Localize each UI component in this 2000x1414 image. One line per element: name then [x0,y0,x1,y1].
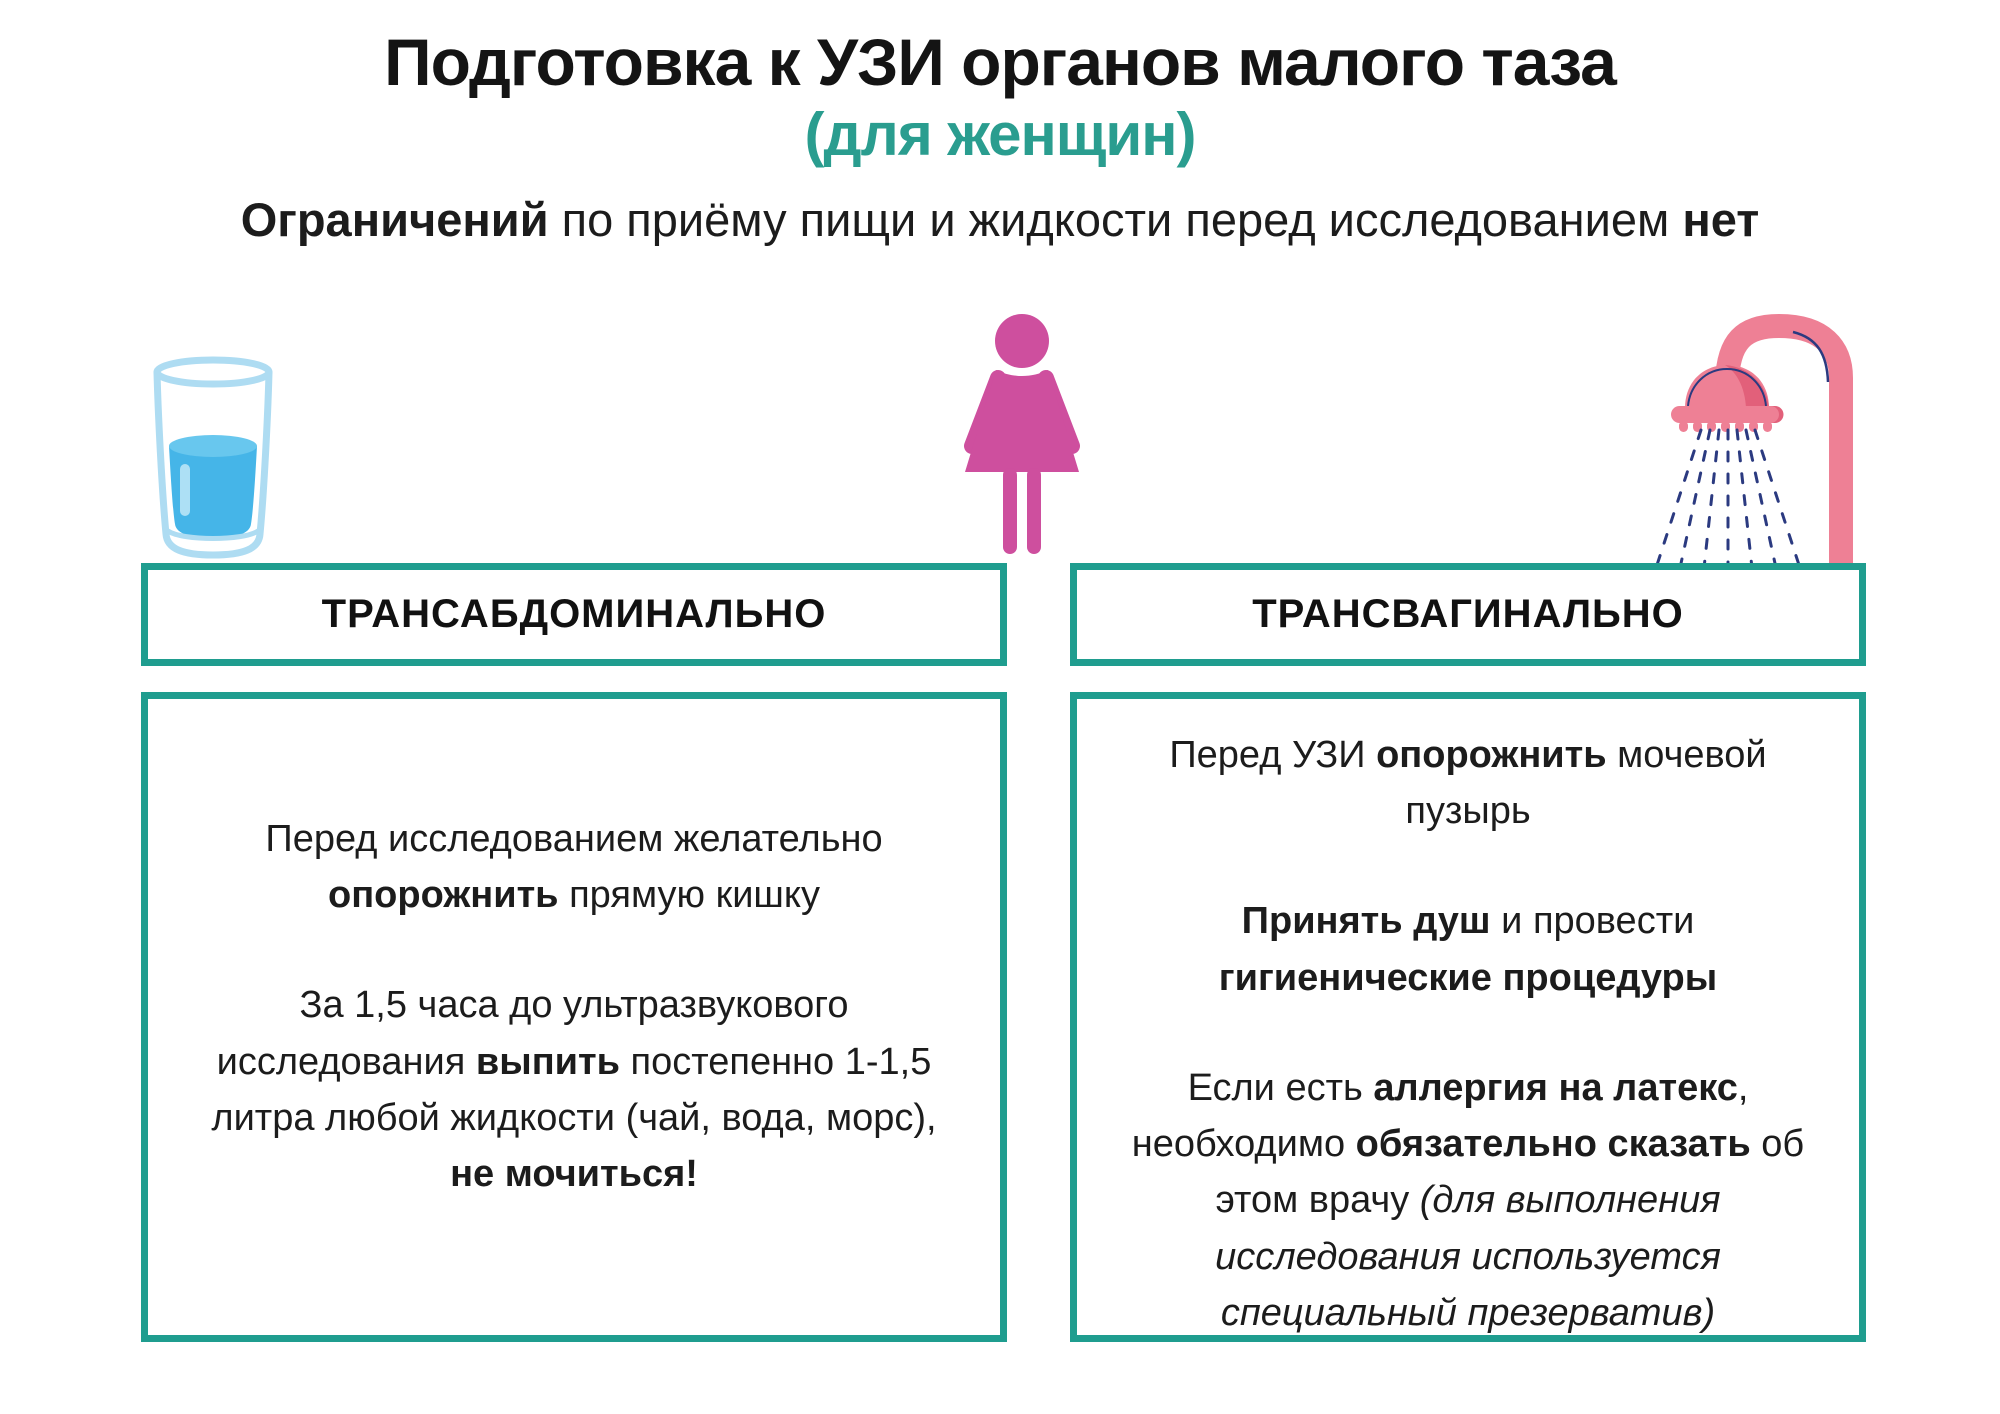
instruction-paragraph: Перед УЗИ опорожнить мочевой пузырь [1169,734,1767,833]
water-glass-icon [138,352,288,564]
instruction-paragraph: Перед исследованием желательно опорожнить прямую кишку [265,818,883,917]
woman-icon [932,308,1112,560]
column-header-label: ТРАНСВАГИНАЛЬНО [1252,592,1684,636]
instruction-paragraph: За 1,5 часа до ультразвукового исследования выпить постепенно 1-1,5 литра любой жидкости (чай, вода, морс), не мочиться! [211,984,937,1196]
instruction-paragraph: Принять душ и провести гигиенические процедуры [1218,900,1718,999]
column-header-label: ТРАНСАБДОМИНАЛЬНО [321,592,827,636]
shower-icon [1645,306,1880,584]
intro-note: Ограничений по приёму пищи и жидкости перед исследованием нет [240,193,1760,246]
page-subtitle: (для женщин) [804,101,1196,168]
instruction-paragraph: Если есть аллергия на латекс, необходимо обязательно сказать об этом врачу (для выполнения исследования используется специальный презерватив) [1131,1066,1805,1334]
transvaginal-panel [1070,692,1866,1342]
column-header-transvaginal [1070,563,1866,666]
transabdominal-panel [141,692,1007,1342]
column-header-transabdominal [141,563,1007,666]
page-title: Подготовка к УЗИ органов малого таза [384,25,1616,99]
